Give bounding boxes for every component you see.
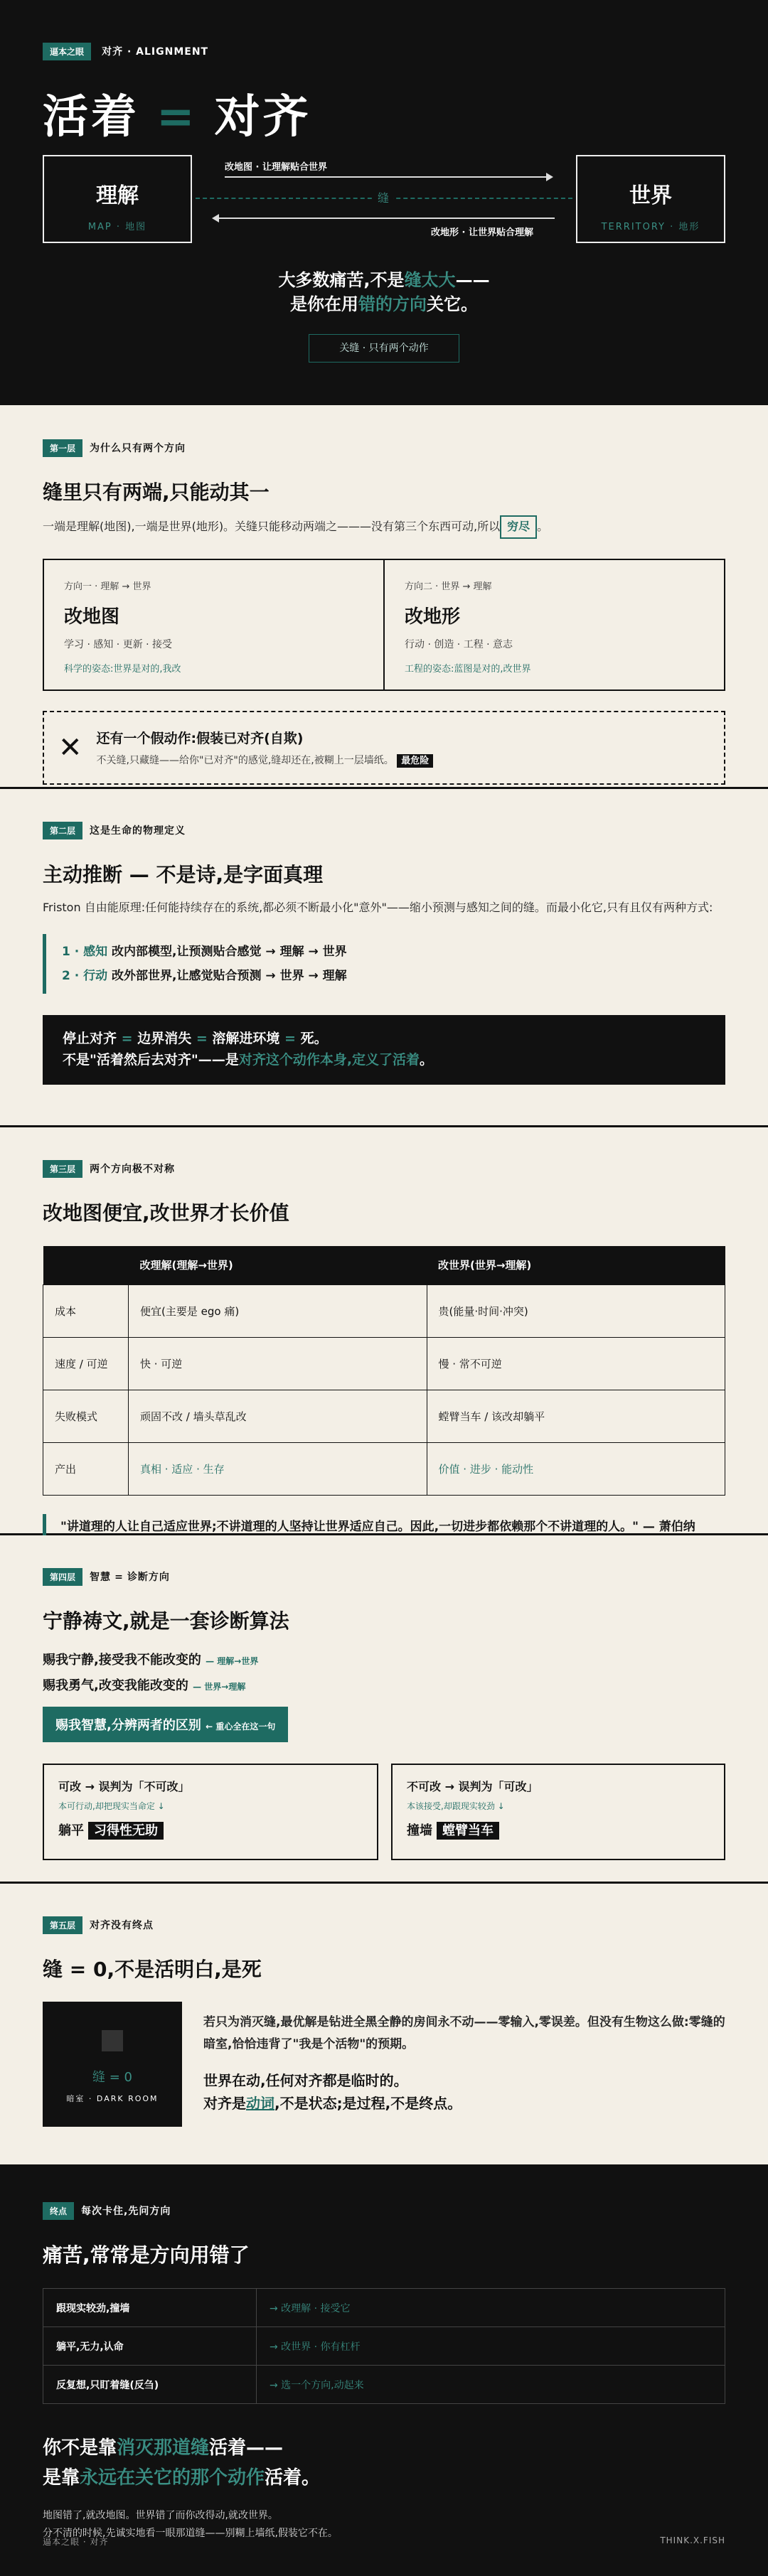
q1-c: —— xyxy=(455,270,490,290)
box2-r: 撞墙 xyxy=(407,1823,432,1838)
direction-one xyxy=(44,560,383,689)
b1c: 活着—— xyxy=(209,2437,284,2459)
s2-label: 这是生命的物理定义 xyxy=(90,825,186,837)
territory-node-sub: TERRITORY · 地形 xyxy=(601,222,700,232)
title-eq: = xyxy=(156,91,198,144)
misjudge-box-1 xyxy=(43,1764,378,1860)
wisdom-text: 赐我智慧,分辨两者的区别 xyxy=(55,1718,201,1733)
b1b: 消灭那道缝 xyxy=(117,2437,210,2459)
l1: 赐我宁静,接受我不能改变的 xyxy=(43,1653,201,1668)
comparison-table xyxy=(43,1246,725,1496)
fin-label: 每次卡住,先问方向 xyxy=(81,2206,171,2217)
q2-c: 关它。 xyxy=(427,294,478,314)
s1-title: 缝里只有两端,只能动其一 xyxy=(43,481,270,504)
table-cell: → 选一个方向,动起来 xyxy=(257,2366,725,2404)
table-cell: 螳臂当车 / 该改却躺平 xyxy=(427,1390,725,1442)
note-1: 地图错了,就改地图。世界错了而你改得动,就改世界。 xyxy=(43,2510,278,2522)
d2b: 对齐这个动作本身,定义了活着 xyxy=(238,1052,420,1068)
s5-tag: 第五层 xyxy=(43,1916,82,1934)
table-cell: 贵(能量·时间·冲突) xyxy=(427,1284,725,1337)
table-header: 改世界(世界→理解) xyxy=(427,1246,725,1284)
s1-desc-text: 一端是理解(地图),一端是世界(地形)。关缝只能移动两端之———没有第三个东西可动,所以 xyxy=(43,520,501,533)
s5-label: 对齐没有终点 xyxy=(90,1920,154,1931)
exhaustive-pill: 穷尽 xyxy=(500,515,537,539)
layer-5-section xyxy=(0,1884,768,2167)
q1-a: 大多数痛苦,不是 xyxy=(278,270,405,290)
final-statement xyxy=(43,2434,725,2493)
l2s: — 世界→理解 xyxy=(193,1682,246,1692)
box1-title: 可改 → 误判为「不可改」 xyxy=(58,1780,190,1793)
top-caption: 改地图 · 让理解贴合世界 xyxy=(225,162,327,173)
step1-num: 1 · 感知 xyxy=(62,944,108,959)
big-line-1 xyxy=(43,2434,725,2464)
table-cell: 价值 · 进步 · 能动性 xyxy=(427,1442,725,1495)
dark-line-1 xyxy=(63,1028,705,1049)
fake-move-box xyxy=(43,711,725,785)
s4-tag: 第四层 xyxy=(43,1568,82,1586)
d2a: 不是"活着然后去对齐"——是 xyxy=(63,1052,239,1068)
s3-label: 两个方向极不对称 xyxy=(90,1164,176,1175)
territory-node xyxy=(576,155,725,243)
table-cell: 跟现实较劲,撞墙 xyxy=(43,2289,257,2327)
table-cell: 成本 xyxy=(43,1284,129,1337)
dark-room-card xyxy=(43,2002,182,2127)
misjudge-box-2 xyxy=(391,1764,725,1860)
q2-a: 是你在用 xyxy=(290,294,358,314)
table-cell: 便宜(主要是 ego 痛) xyxy=(129,1284,427,1337)
s4-label-b: = xyxy=(114,1572,124,1583)
table-cell: 慢 · 常不可逆 xyxy=(427,1337,725,1390)
shaw-quote: "讲道理的人让自己适应世界;不讲道理的人坚持让世界适应自己。因此,一切进步都依赖那个不讲道理的人。" — 萧伯纳 xyxy=(43,1514,725,1540)
table-header-row xyxy=(43,1246,725,1284)
layer-1-section xyxy=(0,405,768,789)
dir2-sub: 行动 · 创造 · 工程 · 意志 xyxy=(405,638,513,650)
close-seam-button[interactable]: 关缝 · 只有两个动作 xyxy=(309,334,459,363)
wisdom-sub: ← 重心全在这一句 xyxy=(206,1722,276,1732)
layer-3-section xyxy=(0,1127,768,1535)
dir2-note: 工程的姿态:蓝图是对的,改世界 xyxy=(405,663,531,675)
footer-left: 逼本之眼 · 对齐 xyxy=(43,2537,109,2547)
d1f: = xyxy=(284,1030,296,1046)
s4-title: 宁静祷文,就是一套诊断算法 xyxy=(43,1609,289,1633)
table-cell: 反复想,只盯着缝(反刍) xyxy=(43,2366,257,2404)
table-cell: 快 · 可逆 xyxy=(129,1337,427,1390)
table-row xyxy=(43,1390,725,1442)
dir2-kicker: 方向二 · 世界 → 理解 xyxy=(405,581,492,592)
l1s: — 理解→世界 xyxy=(206,1656,259,1666)
step1-text: 改内部模型,让预测贴合感觉 → 理解 → 世界 xyxy=(112,944,347,959)
footer-brand: THINK.X.FISH xyxy=(660,2535,725,2545)
seam-label: 缝 xyxy=(373,189,393,205)
box1-chip: 习得性无助 xyxy=(88,1822,164,1840)
table-row xyxy=(43,1442,725,1495)
s4-label-a: 智慧 xyxy=(90,1572,112,1583)
b2a2: 是靠 xyxy=(43,2467,80,2489)
territory-node-title: 世界 xyxy=(629,183,672,208)
b2c: ,不是状态;是过程,不是终点。 xyxy=(274,2095,462,2113)
table-cell: → 改理解 · 接受它 xyxy=(257,2289,725,2327)
box1-r: 躺平 xyxy=(58,1823,84,1838)
direction-table xyxy=(43,2288,725,2404)
s1-desc-end: 。 xyxy=(537,520,549,533)
q1-b: 缝太大 xyxy=(404,270,456,290)
hero-title xyxy=(43,80,725,146)
s5-bold-1: 世界在动,任何对齐都是临时的。 xyxy=(203,2072,408,2090)
dark-line-2 xyxy=(63,1049,705,1070)
step-action xyxy=(62,964,725,988)
dir1-sub: 学习 · 感知 · 更新 · 接受 xyxy=(64,638,173,650)
table-cell: 顽固不改 / 墙头草乱改 xyxy=(129,1390,427,1442)
title-right: 对齐 xyxy=(214,91,311,144)
hero-section xyxy=(0,0,768,405)
s2-desc: Friston 自由能原理:任何能持续存在的系统,都必须不断最小化"意外"——缩小预测与感知之间的缝。而最小化它,只有且仅有两种方式: xyxy=(43,901,713,914)
table-row xyxy=(43,2327,725,2366)
note-2: 分不清的时候,先诚实地看一眼那道缝——别糊上墙纸,假装它不在。 xyxy=(43,2528,338,2540)
table-row xyxy=(43,2366,725,2404)
table-cell: 失败模式 xyxy=(43,1390,129,1442)
box1-sub: 本可行动,却把现实当命定 ↓ xyxy=(58,1801,165,1811)
table-cell: 真相 · 适应 · 生存 xyxy=(129,1442,427,1495)
dark-room-value: 缝 = 0 xyxy=(92,2070,132,2085)
table-cell: 速度 / 可逆 xyxy=(43,1337,129,1390)
d1g: 死。 xyxy=(300,1030,328,1046)
dir1-kicker: 方向一 · 理解 → 世界 xyxy=(64,581,151,592)
s3-title: 改地图便宜,改世界才长价值 xyxy=(43,1201,289,1225)
box2-sub: 本该接受,却跟现实较劲 ↓ xyxy=(407,1801,505,1811)
title-left: 活着 xyxy=(43,91,139,144)
q2-b: 错的方向 xyxy=(358,294,427,314)
fin-title: 痛苦,常常是方向用错了 xyxy=(43,2243,250,2267)
d1e: 溶解进环境 xyxy=(212,1030,280,1046)
layer-4-section xyxy=(0,1535,768,1884)
s5-text xyxy=(203,2012,725,2115)
hero-quote-2 xyxy=(0,290,768,315)
s2-tag: 第二层 xyxy=(43,822,82,839)
fake-desc-text: 不关缝,只藏缝——给你"已对齐"的感觉,缝却还在,被糊上一层墙纸。 xyxy=(96,755,394,767)
hero-header xyxy=(43,43,725,60)
hero-quote-1 xyxy=(0,266,768,291)
direction-two xyxy=(383,560,724,689)
danger-badge: 最危险 xyxy=(397,754,433,768)
b2b2: 永远在关它的那个动作 xyxy=(80,2467,265,2489)
s5-title: 缝 = 0,不是活明白,是死 xyxy=(43,1958,262,1981)
big-line-2 xyxy=(43,2464,725,2494)
misjudge-boxes xyxy=(43,1764,725,1860)
dir2-title: 改地形 xyxy=(405,606,461,628)
fin-tag: 终点 xyxy=(43,2202,74,2220)
dark-square-icon xyxy=(102,2030,123,2051)
d1d: = xyxy=(196,1030,208,1046)
map-node xyxy=(43,155,192,243)
d2c: 。 xyxy=(420,1052,434,1068)
table-cell: 躺平,无力,认命 xyxy=(43,2327,257,2366)
wisdom-banner xyxy=(43,1707,288,1742)
table-row xyxy=(43,2289,725,2327)
footer xyxy=(43,2535,725,2548)
left-arrow-icon xyxy=(213,218,555,219)
step2-text: 改外部世界,让感觉贴合预测 → 世界 → 理解 xyxy=(112,968,347,983)
direction-box xyxy=(43,559,725,691)
box2-result xyxy=(407,1820,710,1839)
steps-list xyxy=(43,934,725,994)
b2a: 对齐是 xyxy=(203,2095,246,2113)
bottom-caption: 改地形 · 让世界贴合理解 xyxy=(431,227,533,238)
l2: 赐我勇气,改变我能改变的 xyxy=(43,1678,188,1693)
s5-bold-2 xyxy=(203,2092,725,2115)
s1-label: 为什么只有两个方向 xyxy=(90,443,186,454)
box2-title: 不可改 → 误判为「可改」 xyxy=(407,1780,538,1793)
step2-num: 2 · 行动 xyxy=(62,968,108,983)
close-x-icon: ✕ xyxy=(58,731,82,764)
dark-room-label: 暗室 · DARK ROOM xyxy=(66,2094,159,2103)
hero-subtitle: 对齐 · ALIGNMENT xyxy=(102,46,209,58)
map-node-title: 理解 xyxy=(96,183,139,208)
right-arrow-icon xyxy=(225,176,552,178)
s5-para: 若只为消灭缝,最优解是钻进全黑全静的房间永不动——零输入,零误差。但没有生物这么做:零缝的暗室,恰恰违背了"我是个活物"的预期。 xyxy=(203,2015,725,2051)
b1a: 你不是靠 xyxy=(43,2437,117,2459)
courage-line xyxy=(43,1675,725,1694)
s3-tag: 第三层 xyxy=(43,1160,82,1178)
s2-title: 主动推断 — 不是诗,是字面真理 xyxy=(43,863,324,886)
table-header: 改理解(理解→世界) xyxy=(129,1246,427,1284)
map-node-sub: MAP · 地图 xyxy=(87,222,147,232)
final-section xyxy=(0,2167,768,2576)
dir1-title: 改地图 xyxy=(64,606,120,628)
box1-result xyxy=(58,1820,363,1839)
s1-tag: 第一层 xyxy=(43,439,82,457)
layer-2-section xyxy=(0,789,768,1127)
dir1-note: 科学的姿态:世界是对的,我改 xyxy=(64,663,181,675)
table-cell: 产出 xyxy=(43,1442,129,1495)
s1-desc xyxy=(43,515,725,539)
d1a: 停止对齐 xyxy=(63,1030,117,1046)
s4-label-c: 诊断方向 xyxy=(127,1572,170,1583)
d1b: = xyxy=(121,1030,133,1046)
d1c: 边界消失 xyxy=(137,1030,192,1046)
hero-tag: 逼本之眼 xyxy=(43,43,91,60)
fake-title: 还有一个假动作:假装已对齐(自欺) xyxy=(96,731,304,747)
table-row xyxy=(43,1284,725,1337)
death-definition-box xyxy=(43,1015,725,1085)
b2b: 动词 xyxy=(246,2095,274,2113)
b2c2: 活着。 xyxy=(265,2467,321,2489)
serenity-line xyxy=(43,1650,725,1668)
step-perception xyxy=(62,940,725,964)
table-row xyxy=(43,1337,725,1390)
table-header xyxy=(43,1246,129,1284)
table-cell: → 改世界 · 你有杠杆 xyxy=(257,2327,725,2366)
fake-desc xyxy=(97,753,434,767)
box2-chip: 螳臂当车 xyxy=(437,1822,499,1840)
